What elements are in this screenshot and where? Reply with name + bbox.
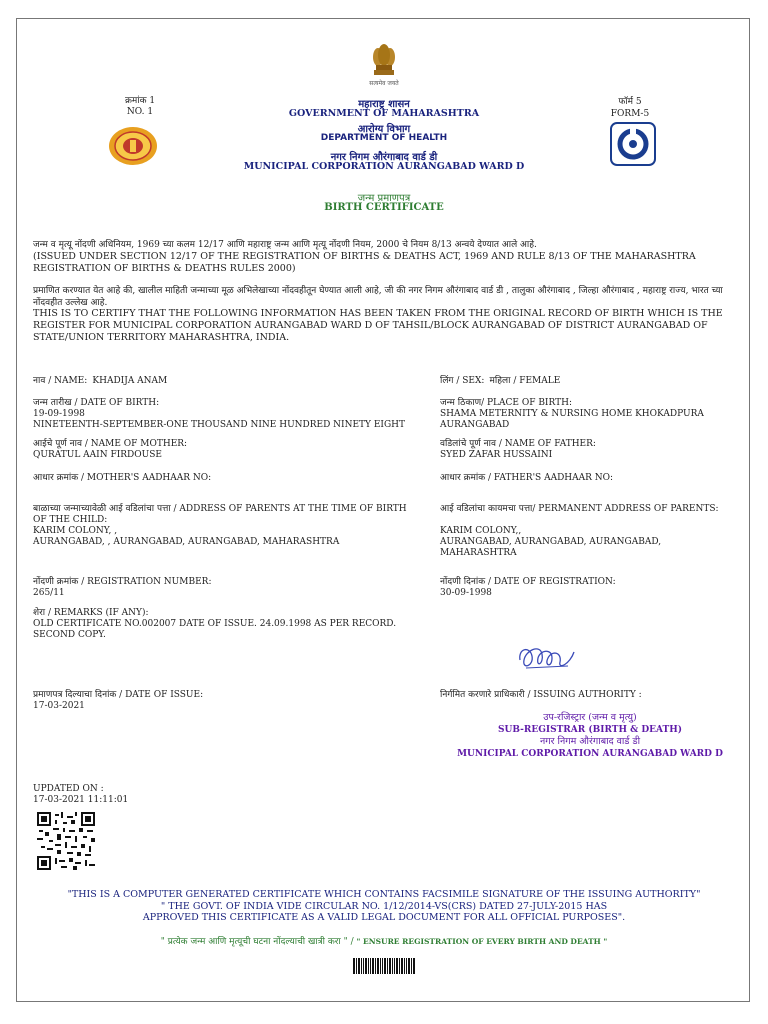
dob-field: [33, 398, 423, 431]
authority-corp-marathi: नगर निगम औरंगाबाद वार्ड डी: [539, 736, 641, 747]
slogan-marathi: " प्रत्येक जन्म आणि मृत्यूची घटना नोंदल्याची खात्री करा " /: [160, 937, 354, 947]
father-field: [440, 439, 740, 461]
registration-date-value: 30-09-1998: [440, 588, 492, 598]
certificate-no-marathi: क्रमांक 1: [124, 96, 156, 106]
mother-aadhaar-label: आधार क्रमांक / MOTHER'S AADHAAR NO:: [33, 473, 212, 483]
department-marathi: आरोग्य विभाग: [357, 124, 411, 135]
mother-aadhaar-field: [33, 473, 423, 484]
permanent-address-label: आई वडिलांचा कायमचा पत्ता/ PERMANENT ADDRESS OF PARENTS:: [440, 504, 719, 514]
certificate-no: NO. 1: [126, 107, 154, 117]
sex-label: लिंग / SEX:: [440, 376, 485, 386]
mother-value: QURATUL AAIN FIRDOUSE: [33, 450, 162, 460]
permanent-address-field: [440, 504, 730, 559]
issue-date-value: 17-03-2021: [33, 701, 85, 711]
updated-label: UPDATED ON :: [33, 784, 104, 794]
name-label: नाव / NAME:: [33, 376, 88, 386]
mother-label: आईचे पूर्ण नाव / NAME OF MOTHER:: [33, 439, 188, 449]
title-english: BIRTH CERTIFICATE: [324, 202, 444, 213]
registration-date-label: नोंदणी दिनांक / DATE OF REGISTRATION:: [440, 577, 616, 587]
barcode-icon: [353, 958, 415, 974]
father-label: वडिलांचे पूर्ण नाव / NAME OF FATHER:: [440, 439, 596, 449]
section-marathi: जन्म व मृत्यू नोंदणी अधिनियम, 1969 च्या कलम 12/17 आणि महाराष्ट्र जन्म आणि मृत्यू नोंदणी नियम, 2000 चे नियम 8/13 अन्वये देण्यात आले आहे.: [33, 240, 537, 250]
certify-english: THIS IS TO CERTIFY THAT THE FOLLOWING INFORMATION HAS BEEN TAKEN FROM THE ORIGINAL RECORD OF BIRTH WHICH IS THE REGISTER FOR MUNICIPAL CORPORATION AURANGABAD WARD D OF TAHSIL/BLOCK AURANGABAD OF DISTRICT AURANGABAD OF STATE/UNION TERRITORY MAHARASHTRA, INDIA.: [33, 308, 723, 343]
issue-date-label: प्रमाणपत्र दिल्याचा दिनांक / DATE OF ISSUE:: [33, 690, 204, 700]
issuing-authority-label: निर्गमित करणारे प्राधिकारी / ISSUING AUTHORITY :: [440, 690, 642, 700]
issuing-authority-field: [440, 690, 740, 701]
dob-value: 19-09-1998: [33, 409, 85, 419]
updated-value: 17-03-2021 11:11:01: [33, 795, 129, 805]
birth-address-field: [33, 504, 423, 548]
form-number: FORM-5: [610, 109, 650, 119]
mother-field: [33, 439, 423, 461]
permanent-address-line2: AURANGABAD, AURANGABAD, AURANGABAD, MAHARASHTRA: [440, 537, 662, 558]
emblem-caption: सत्यमेव जयते: [369, 80, 399, 87]
corporation-marathi: नगर निगम औरंगाबाद वार्ड डी: [330, 152, 438, 163]
father-aadhaar-field: [440, 473, 740, 484]
place-of-birth-field: [440, 398, 730, 431]
registration-number-field: [33, 577, 423, 599]
state-english: GOVERNMENT OF MAHARASHTRA: [288, 108, 480, 119]
remarks-label: शेरा / REMARKS (IF ANY):: [33, 608, 149, 618]
title-marathi: जन्म प्रमाणपत्र: [357, 193, 411, 204]
registration-number-label: नोंदणी क्रमांक / REGISTRATION NUMBER:: [33, 577, 212, 587]
remarks-value: OLD CERTIFICATE NO.002007 DATE OF ISSUE. 24.09.1998 AS PER RECORD. SECOND COPY.: [33, 619, 397, 640]
national-emblem-icon: [368, 42, 400, 82]
birth-address-line2: AURANGABAD, , AURANGABAD, AURANGABAD, MAHARASHTRA: [33, 537, 340, 547]
dob-label: जन्म तारीख / DATE OF BIRTH:: [33, 398, 160, 408]
footer-line-2: " THE GOVT. OF INDIA VIDE CIRCULAR NO. 1/12/2014-VS(CRS) DATED 27-JULY-2015 HAS: [160, 900, 608, 912]
maharashtra-seal-icon: [108, 126, 158, 166]
qr-code-icon: [37, 812, 95, 870]
registration-date-field: [440, 577, 740, 599]
place-of-birth-label: जन्म ठिकाण/ PLACE OF BIRTH:: [440, 398, 572, 408]
footer-line-3: APPROVED THIS CERTIFICATE AS A VALID LEGAL DOCUMENT FOR ALL OFFICIAL PURPOSES".: [142, 912, 626, 923]
state-marathi: महाराष्ट्र शासन: [358, 99, 410, 110]
form-number-marathi: फॉर्म 5: [618, 97, 642, 107]
sex-value: महिला / FEMALE: [489, 376, 561, 386]
birth-address-line1: KARIM COLONY, ,: [33, 526, 118, 536]
authority-title-english: SUB-REGISTRAR (BIRTH & DEATH): [498, 725, 682, 735]
dob-words: NINETEENTH-SEPTEMBER-ONE THOUSAND NINE HUNDRED NINETY EIGHT: [33, 420, 406, 430]
father-value: SYED ZAFAR HUSSAINI: [440, 450, 553, 460]
authority-title-marathi: उप-रजिस्ट्रार (जन्म व मृत्यु): [543, 712, 637, 723]
health-logo-icon: [610, 122, 656, 166]
issue-date-field: [33, 690, 423, 712]
footer-line-1: "THIS IS A COMPUTER GENERATED CERTIFICATE WHICH CONTAINS FACSIMILE SIGNATURE OF THE ISSUING AUTHORITY": [67, 889, 701, 900]
registration-number-value: 265/11: [33, 588, 65, 598]
name-value: KHADIJA ANAM: [92, 376, 168, 386]
name-field: [33, 368, 413, 387]
permanent-address-line1: KARIM COLONY,,: [440, 526, 522, 536]
birth-address-label: बाळाच्या जन्माच्यावेळी आई वडिलांचा पत्ता / ADDRESS OF PARENTS AT THE TIME OF BIRTH OF THE CHILD:: [33, 504, 407, 525]
footer-slogan: [80, 934, 688, 947]
certify-marathi: प्रमाणित करण्यात येत आहे की, खालील माहिती जन्माच्या मूळ अभिलेखाच्या नोंदवहीतून घेण्यात आली आहे, जी की नगर निगम औरंगाबाद वार्ड डी , तालुका औरंगाबाद , जिल्हा औरंगाबाद , महाराष्ट्र राज्य, भारत च्या नोंदवहीत उल्लेख आहे.: [33, 286, 723, 308]
authority-corp-english: MUNICIPAL CORPORATION AURANGABAD WARD D: [457, 749, 723, 759]
remarks-field: [33, 608, 423, 641]
sex-field: [440, 368, 740, 387]
signature-icon: [512, 638, 582, 678]
corporation-english: MUNICIPAL CORPORATION AURANGABAD WARD D: [243, 161, 525, 172]
slogan-english: " ENSURE REGISTRATION OF EVERY BIRTH AND DEATH ": [356, 937, 608, 946]
place-of-birth-value: SHAMA METERNITY & NURSING HOME KHOKADPURA AURANGABAD: [440, 409, 704, 430]
authority-block: [440, 712, 740, 760]
father-aadhaar-label: आधार क्रमांक / FATHER'S AADHAAR NO:: [440, 473, 614, 483]
department-english: DEPARTMENT OF HEALTH: [320, 133, 448, 143]
section-english: (ISSUED UNDER SECTION 12/17 OF THE REGISTRATION OF BIRTHS & DEATHS ACT, 1969 AND RULE 8/13 OF THE MAHARASHTRA REGISTRATION OF BIRTHS & DEATHS RULES 2000): [33, 251, 696, 274]
footer-disclaimer: [40, 889, 728, 924]
